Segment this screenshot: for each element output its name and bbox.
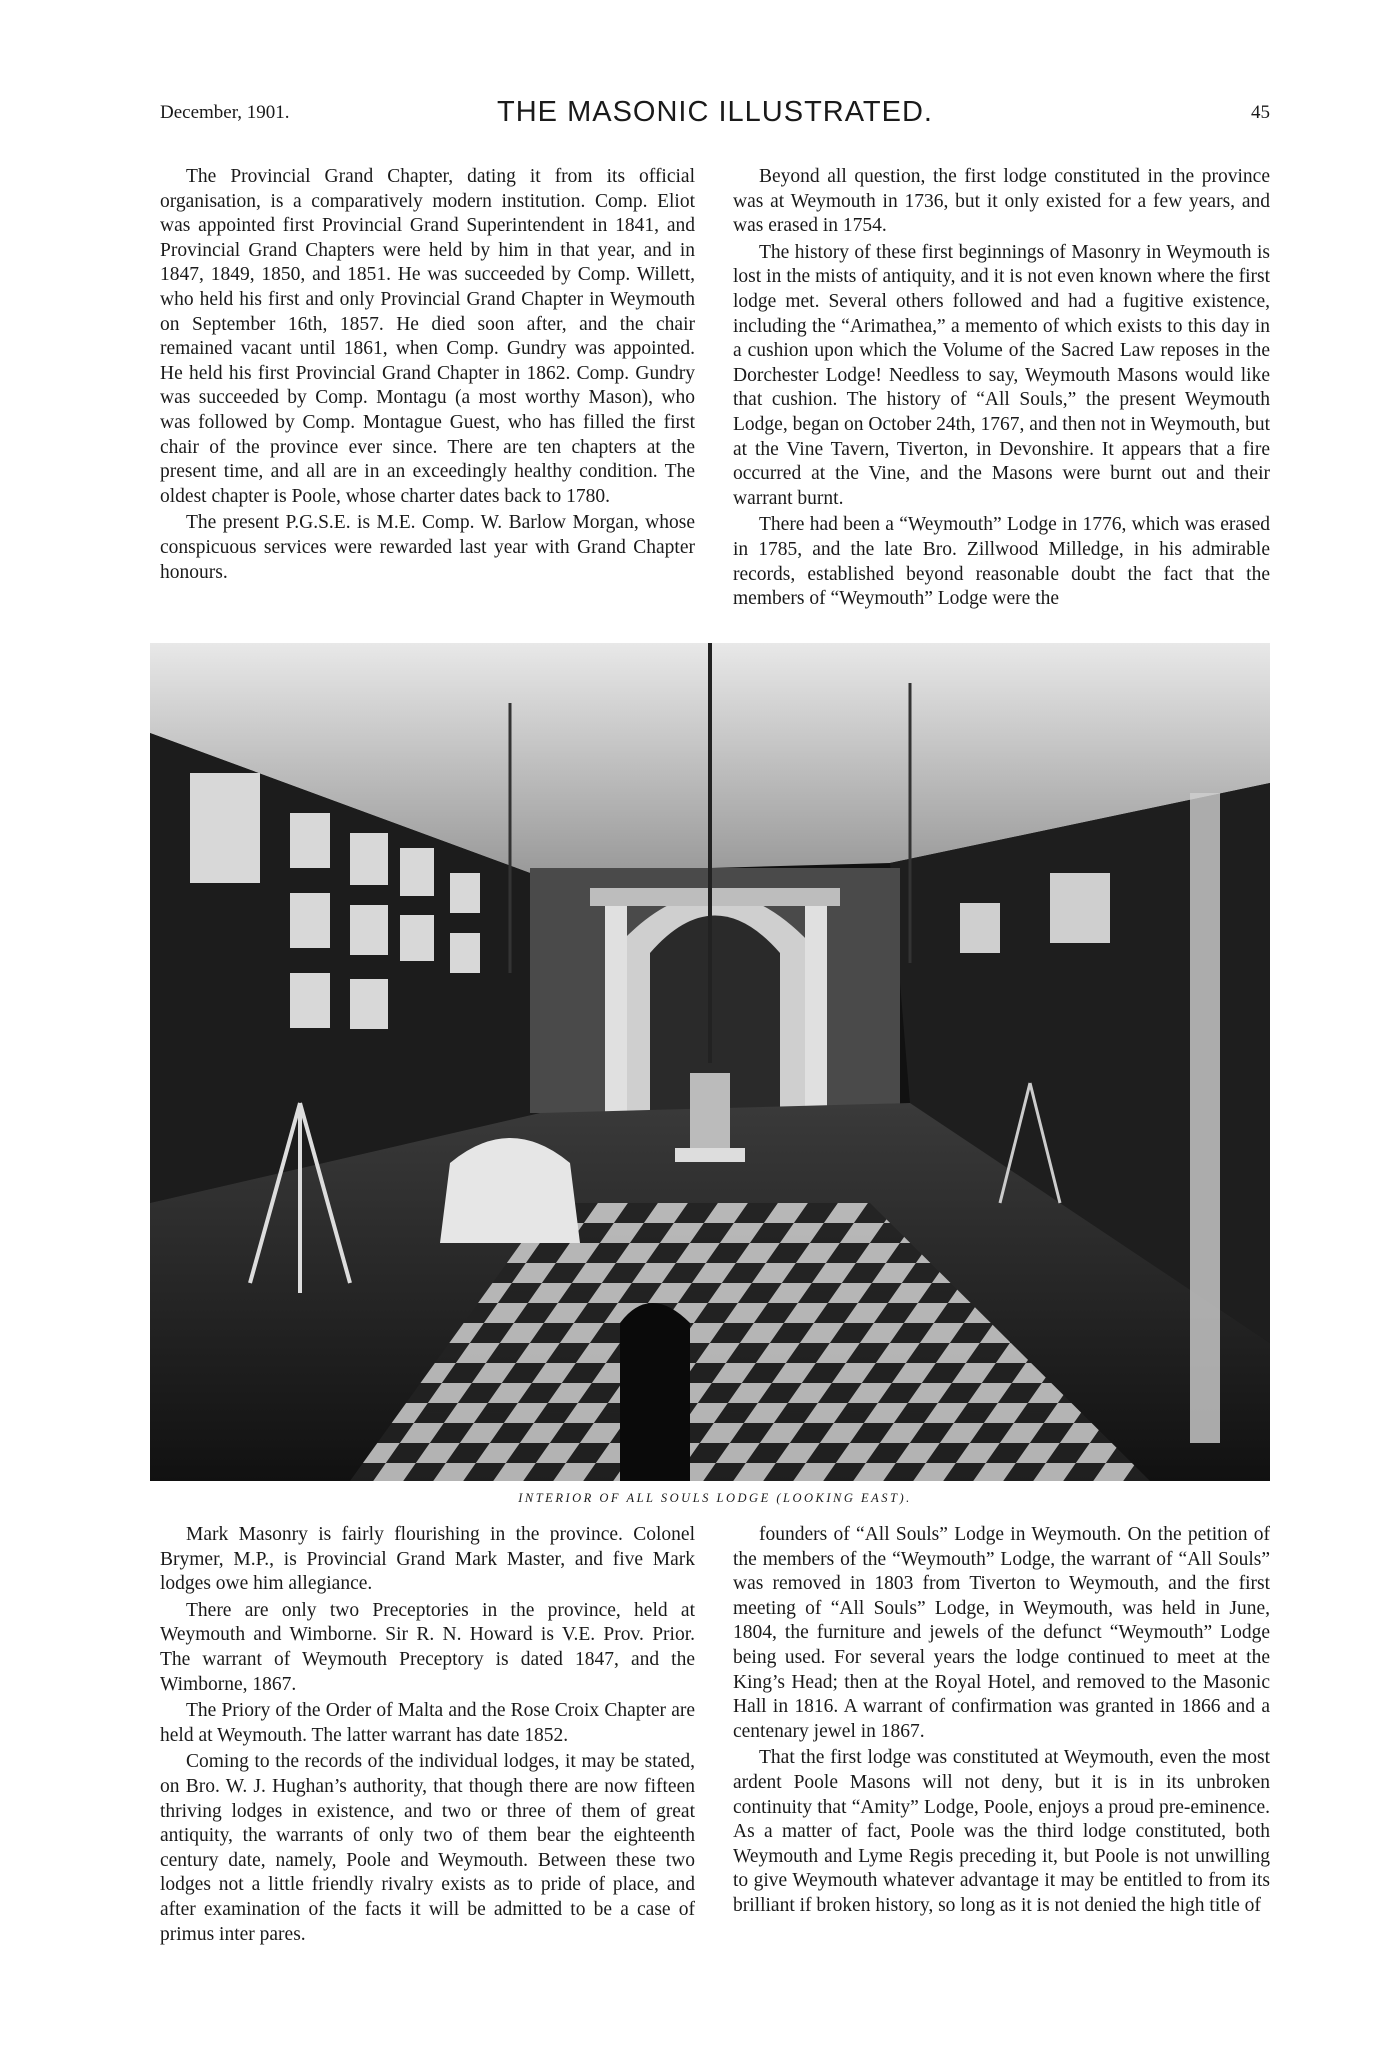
column-top-left [160,165,695,587]
paragraph: The Priory of the Order of Malta and the Rose Croix Chapter are held at Weymouth. The latter warrant has date 1852. [160,1700,695,1746]
paragraph: The present P.G.S.E. is M.E. Comp. W. Barlow Morgan, whose conspicuous services were rewarded last year with Grand Chapter honours. [160,512,695,583]
page-number: 45 [1251,102,1270,123]
paragraph: The Provincial Grand Chapter, dating it from its official organisation, is a comparatively modern institution. Comp. Eliot was appointed first Provincial Grand Superintendent in 1841, and Provincial Grand Chapters were held by him in that year, and in 1847, 1849, 1850, and 1851. He was succeeded by Comp. Willett, who held his first and only Provincial Grand Chapter in Weymouth on September 16th, 1857. He died soon after, and the chair remained vacant until 1861, when Comp. Gundry was appointed. He held his first Provincial Grand Chapter in 1862. Comp. Gundry was succeeded by Comp. Montagu (a most worthy Mason), who was followed by Comp. Montague Guest, who has filled the first chair of the province ever since. There are ten chapters at the present time, and all are in an exceedingly healthy condition. The oldest chapter is Poole, whose charter dates back to 1780. [160,166,695,507]
lodge-interior-photograph [150,643,1270,1481]
column-top-right [733,165,1270,614]
paragraph: There had been a “Weymouth” Lodge in 1776, which was erased in 1785, and the late Bro. Zillwood Milledge, in his admirable records, established beyond reasonable doubt the fact that the members of “Weymouth” Lodge were the [733,514,1270,610]
column-bottom-left [160,1523,695,1949]
paragraph: There are only two Preceptories in the province, held at Weymouth and Wimborne. Sir R. N. Howard is V.E. Prov. Prior. The warrant of Weymouth Preceptory is dated 1847, and the Wimborne, 1867. [160,1599,695,1695]
paragraph: Mark Masonry is fairly flourishing in the province. Colonel Brymer, M.P., is Provincial Grand Mark Master, and five Mark lodges owe him allegiance. [160,1524,695,1595]
paragraph: Beyond all question, the first lodge constituted in the province was at Weymouth in 1736, but it only existed for a few years, and was erased in 1754. [733,166,1270,237]
running-head [160,96,1270,136]
publication-title: THE MASONIC ILLUSTRATED. [497,96,933,128]
photograph-illustration [150,643,1270,1481]
paragraph: That the first lodge was constituted at Weymouth, even the most ardent Poole Masons will not deny, but it is in its unbroken continuity that “Amity” Lodge, Poole, enjoys a proud pre-eminence. As a matter of fact, Poole was the third lodge constituted, both Weymouth and Lyme Regis preceding it, but Poole is not unwilling to give Weymouth whatever advantage it may be entitled to from its brilliant if broken history, so long as it is not denied the high title of [733,1747,1270,1916]
paragraph: founders of “All Souls” Lodge in Weymouth. On the petition of the members of the “Weymouth” Lodge, the warrant of “All Souls” was removed in 1803 from Tiverton to Weymouth, and the first meeting of “All Souls” Lodge, in Weymouth, was held in June, 1804, the furniture and jewels of the defunct “Weymouth” Lodge being used. For several years the lodge continued to meet at the King’s Head; then at the Royal Hotel, and removed to the Masonic Hall in 1816. A warrant of confirmation was granted in 1866 and a centenary jewel in 1867. [733,1524,1270,1742]
column-bottom-right [733,1523,1270,1921]
paragraph: The history of these first beginnings of Masonry in Weymouth is lost in the mists of antiquity, and it is not even known where the first lodge met. Several others followed and had a fugitive existence, including the “Arimathea,” a memento of which exists to this day in a cushion upon which the Volume of the Sacred Law reposes in the Dorchester Lodge! Needless to say, Weymouth Masons would like that cushion. The history of “All Souls,” the present Weymouth Lodge, began on October 24th, 1767, and then not in Weymouth, but at the Vine Tavern, Tiverton, in Devonshire. It appears that a fire occurred at the Vine, and the Masons were burnt out and their warrant burnt. [733,241,1270,509]
paragraph: Coming to the records of the individual lodges, it may be stated, on Bro. W. J. Hughan’s authority, that though there are now fifteen thriving lodges in existence, and two or three of them of great antiquity, the warrants of only two of them bear the eighteenth century date, namely, Poole and Weymouth. Between these two lodges not a little friendly rivalry exists as to pride of place, and after examination of the facts it will be admitted to be a case of primus inter pares. [160,1751,695,1945]
issue-date: December, 1901. [160,102,290,123]
figure-caption: INTERIOR OF ALL SOULS LODGE (LOOKING EAST). [518,1491,912,1505]
